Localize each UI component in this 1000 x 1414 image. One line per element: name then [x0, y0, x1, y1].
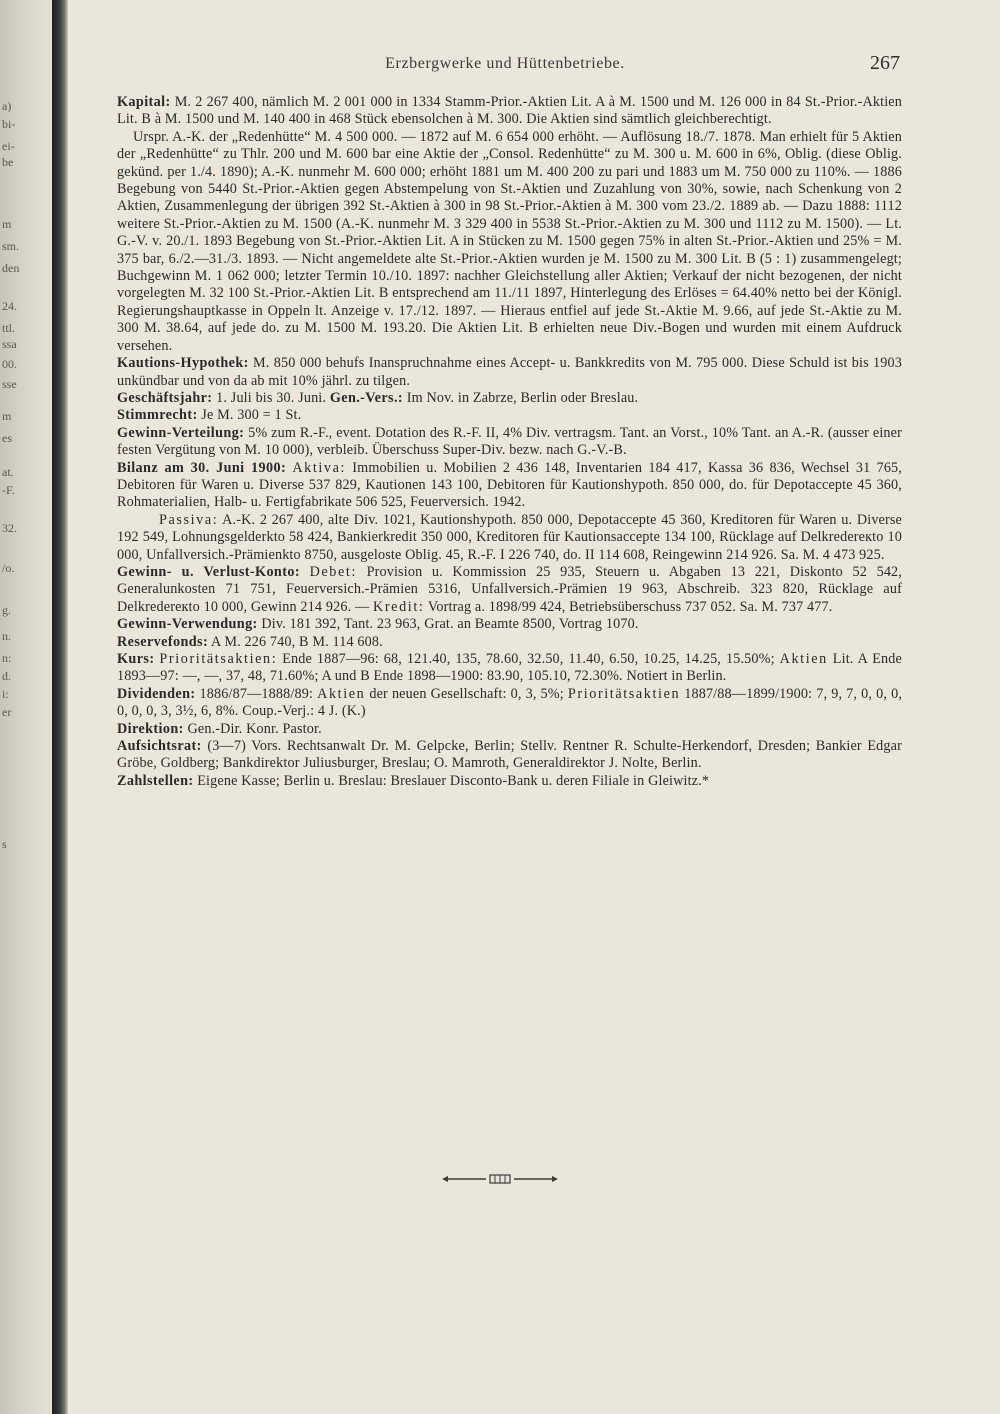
entry-kapital-history: Urspr. A.-K. der „Redenhütte“ M. 4 500 000. — 1872 auf M. 6 654 000 erhöht. — Auflösung 18./7. 1878. Man erhielt für 5 Aktien der „Redenhütte“ zu Thlr. 200 und M. 600 bar eine Aktie der „Consol. Redenhütte“ zu M. 300 u. M. 600 in 6%, Oblig. (diese Oblig. gekünd. per 1./4. 1890); A.-K. nunmehr M. 600 000; erhöht 1881 um M. 400 200 zu pari und 1883 um M. 750 000 zu 110%. — 1886 Begebung von 5440 St.-Prior.-Aktien gegen Abstempelung von St.-Aktien und Zuzahlung von 30%, sowie, nach Schenkung von 2 Aktien, Zusammenlegung der übrigen 392 St.-Aktien à 300 in 98 St.-Prior.-Aktien à M. 300 vom 23./2. 1889 ab. — Dazu 1888: 1112 weitere St.-Prior.-Aktien zu M. 1500 (A.-K. nunmehr M. 3 329 400 in 5538 St.-Prior.-Aktien zu M. 300 und 1112 zu M. 1500). — Lt. G.-V. v. 20./1. 1893 Begebung von St.-Prior.-Aktien Lit. A in Stücken zu M. 1500 gegen 75% in alten St.-Prior.-Aktien und 25% = M. 375 bar, 6./2.—31./3. 1893. — Nicht angemeldete alte St.-Prior.-Aktien wurden je M. 1500 zu M. 300 Lit. B (5 : 1) zusammengelegt; Buchgewinn M. 1 062 000; letzter Termin 10./10. 1897: nachher Gleichstellung aller Aktien; Verkauf der nicht bezogenen, der nicht vorgelegten M. 32 100 St.-Prior.-Aktien Lit. B entsprechend am 11./11 1897, Hinterlegung des Erlöses = 64.40% netto bei der Königl. Regierungshauptkasse in Oppeln lt. Anzeige v. 17./12. 1897. — Hieraus entfiel auf jede St.-Aktie M. 9.66, auf jede St.-Aktie zu M. 300 M. 38.64, auf jede do. zu M. 1500 M. 193.20. Die Aktien Lit. B erhielten neue Div.-Bogen und wurden mit einem Aufdruck versehen. — [117, 128, 902, 354]
geschaeftsjahr-text: 1. Juli bis 30. Juni. — [212, 389, 327, 406]
facing-page-fragment: 32. — [2, 521, 17, 535]
gewinn-verteilung-text: 5% zum R.-F., event. Dotation des R.-F. II, 4% Div. vertragsm. Tant. an Vorst., 10% Tant. an A.-R. (ausser einer festen Vergütung von M. 10 000), verbleib. Überschuss Super-Div. bezw. nach G.-V.-B. — [117, 424, 902, 459]
facing-page-fragment: ssa — [2, 337, 17, 351]
facing-page-fragment: i: — [2, 687, 9, 701]
kautions-text: M. 850 000 behufs Inanspruchnahme eines Accept- u. Bankkredits von M. 795 000. Diese Schuld ist bis 1903 unkündbar und von da ab mit 10% jährl. zu tilgen. — [117, 355, 902, 389]
entry-bilanz-passiva — [117, 512, 902, 564]
kredit-text: Vortrag a. 1898/99 424, Betriebsüberschuss 737 052. Sa. M. 737 477. — [424, 598, 833, 615]
label-gen-vers: Gen.-Vers.: — [329, 389, 404, 406]
facing-page-fragment: n. — [2, 629, 11, 643]
entry-kautions-hypothek — [117, 355, 902, 390]
label-dividenden: Dividenden: — [117, 685, 196, 702]
facing-page-fragment: n: — [2, 651, 12, 665]
facing-page-fragment: d. — [2, 669, 11, 683]
bilanz-passiva-text: A.-K. 2 267 400, alte Div. 1021, Kautionshypoth. 850 000, Depotaccepte 45 360, Kreditoren für Waren u. Diverse 192 549, Lohnungsgelderkto 58 424, Bankierkredit 350 000, Kreditoren für Kautionsaccepte 134 100, Rücklage auf Delkredereкto 10 000, Unfallversich.-Prämienkto 8750, ausgeloste Oblig. 45, R.-F. I 226 740, do. II 114 608, Reingewinn 214 926. Sa. M. 4 473 925. — [117, 511, 902, 563]
facing-page-fragment: a) — [2, 99, 12, 113]
entry-kapital — [117, 94, 902, 129]
label-zahlstellen: Zahlstellen: — [117, 772, 194, 789]
entry-gewinn-verwendung — [117, 616, 902, 633]
kapital-text-1: M. 2 267 400, nämlich M. 2 001 000 in 1334 Stamm-Prior.-Aktien Lit. A à M. 1500 und M. 126 000 in 84 St.-Prior.-Aktien Lit. B à M. 1500 und M. 140 400 in 468 Stück ebensolchen à M. 300. Die Aktien sind sämtlich gleichberechtigt. — [117, 94, 902, 128]
label-gewinn-verteilung: Gewinn-Verteilung: — [117, 424, 245, 441]
label-kapital: Kapital: — [117, 94, 171, 110]
label-geschaeftsjahr: Geschäftsjahr: — [117, 389, 213, 406]
facing-page-fragment: den — [2, 261, 20, 275]
label-debet: Debet: — [309, 563, 357, 580]
facing-page-fragment: er — [2, 705, 12, 719]
entry-direktion — [117, 721, 902, 738]
facing-page-fragment: at. — [2, 465, 14, 479]
label-direktion: Direktion: — [117, 720, 184, 737]
gen-vers-text: Im Nov. in Zabrze, Berlin oder Breslau. — [403, 389, 639, 406]
label-aktiva: Aktiva: — [292, 459, 347, 476]
facing-page-fragment: be — [2, 155, 14, 169]
facing-page-fragment: /o. — [2, 561, 15, 575]
facing-page-fragment: sm. — [2, 239, 20, 253]
entry-reservefonds — [117, 634, 902, 651]
label-aktien: Aktien — [779, 651, 828, 667]
entry-kurs — [117, 651, 902, 686]
page-number: 267 — [870, 52, 900, 74]
label-bilanz: Bilanz am 30. Juni 1900: — [117, 459, 287, 476]
label-prioritaetsaktien: Prioritätsaktien: — [159, 651, 278, 667]
main-text — [117, 94, 902, 790]
facing-page-fragment: es — [2, 431, 12, 445]
label-reservefonds: Reservefonds: — [117, 633, 209, 650]
facing-page-fragment: 00. — [2, 357, 17, 371]
dividenden-text-1: 1886/87—1888/89: — [195, 685, 318, 702]
bilanz-aktiva-text: Immobilien u. Mobilien 2 436 148, Inventarien 184 417, Kassa 36 836, Wechsel 31 765, Debitoren für Waren u. Diverse 537 829, Kautionen 143 100, Debitoren für Kautionshypoth. 850 000, do. für Depotaccepte 45 360, Rohmaterialien, Halb- u. Fertigfabrikate 506 525, Feuerversich. 1942. — [117, 459, 902, 511]
kurs-aktien-text: Lit. A Ende 1893—97: —, —, 37, 48, 71.60%; A und B Ende 1898—1900: 83.90, 105.10, 72.30%. Notiert in Berlin. — [117, 651, 902, 685]
zahlstellen-text: Eigene Kasse; Berlin u. Breslau: Breslauer Disconto-Bank u. deren Filiale in Gleiwitz.* — [193, 772, 710, 789]
label-kurs: Kurs: — [117, 651, 155, 667]
facing-page-fragment: sse — [2, 377, 17, 391]
entry-geschaeftsjahr — [117, 390, 902, 407]
facing-page-fragment: m — [2, 217, 12, 231]
facing-page-fragment: 24. — [2, 299, 17, 313]
facing-page-fragment: bi- — [2, 117, 16, 131]
reservefonds-text: A M. 226 740, B M. 114 608. — [208, 633, 383, 650]
aufsichtsrat-text: (3—7) Vors. Rechtsanwalt Dr. M. Gelpcke, Berlin; Stellv. Rentner R. Schulte-Herkendorf, Dresden; Bankier Edgar Gröbe, Goldberg; Bankdirektor Juliusburger, Breslau; O. Mamroth, Generaldirektor J. Nolte, Berlin. — [117, 738, 902, 772]
label-passiva: Passiva: — [159, 511, 219, 528]
dividenden-text-3: 1887/88—1899/1900: 7, 9, 7, 0, 0, 0, 0, 0, 0, 3, 3½, 6, 8%. Coup.-Verj.: 4 J. (K.) — [117, 685, 903, 720]
entry-gewinn-verteilung — [117, 425, 902, 460]
kurs-prior-text: Ende 1887—96: 68, 121.40, 135, 78.60, 32.50, 11.40, 6.50, 10.25, 14.25, 15.50%; — [277, 651, 775, 667]
entry-stimmrecht — [117, 407, 902, 424]
debet-text: Provision u. Kommission 25 935, Steuern u. Abgaben 13 221, Diskonto 52 542, Generalunkosten 71 751, Feuerversich.-Prämien 5316, Unfallversich.-Prämien 19 963, Abschreib. 323 820, Rücklage auf Delkredereкto 10 000, Gewinn 214 926. — — [117, 563, 902, 615]
book-binding-shadow — [52, 0, 68, 1414]
entry-aufsichtsrat — [117, 738, 902, 773]
label-kautions-hypothek: Kautions-Hypothek: — [117, 355, 249, 372]
label-gewinn-verwendung: Gewinn-Verwendung: — [117, 616, 258, 633]
stimmrecht-text: Je M. 300 = 1 St. — [197, 407, 302, 424]
entry-bilanz — [117, 460, 902, 512]
facing-page-fragment: m — [2, 409, 12, 423]
dividenden-text-2: der neuen Gesellschaft: 0, 3, 5%; — [365, 685, 568, 702]
facing-page-fragment: ttl. — [2, 321, 16, 335]
dividenden-prior-label: Prioritätsaktien — [567, 685, 681, 702]
page-header — [110, 52, 900, 77]
label-kredit: Kredit: — [373, 598, 425, 615]
facing-page-fragment: s — [2, 837, 7, 851]
section-end-ornament — [440, 1172, 560, 1186]
entry-zahlstellen — [117, 773, 902, 790]
entry-dividenden — [117, 686, 902, 721]
facing-page-fragment: -F. — [2, 483, 15, 497]
dividenden-aktien-label: Aktien — [317, 685, 366, 702]
label-gewinn-verlust: Gewinn- u. Verlust-Konto: — [117, 563, 300, 580]
facing-page-fragment: ei- — [2, 139, 15, 153]
gewinn-verwendung-text: Div. 181 392, Tant. 23 963, Grat. an Beamte 8500, Vortrag 1070. — [257, 616, 639, 633]
label-aufsichtsrat: Aufsichtsrat: — [117, 738, 202, 755]
entry-gewinn-verlust — [117, 564, 902, 616]
facing-page-fragment: g. — [2, 603, 11, 617]
label-stimmrecht: Stimmrecht: — [117, 407, 198, 424]
running-title: Erzbergwerke und Hüttenbetriebe. — [385, 55, 625, 72]
direktion-text: Gen.-Dir. Konr. Pastor. — [183, 720, 322, 737]
